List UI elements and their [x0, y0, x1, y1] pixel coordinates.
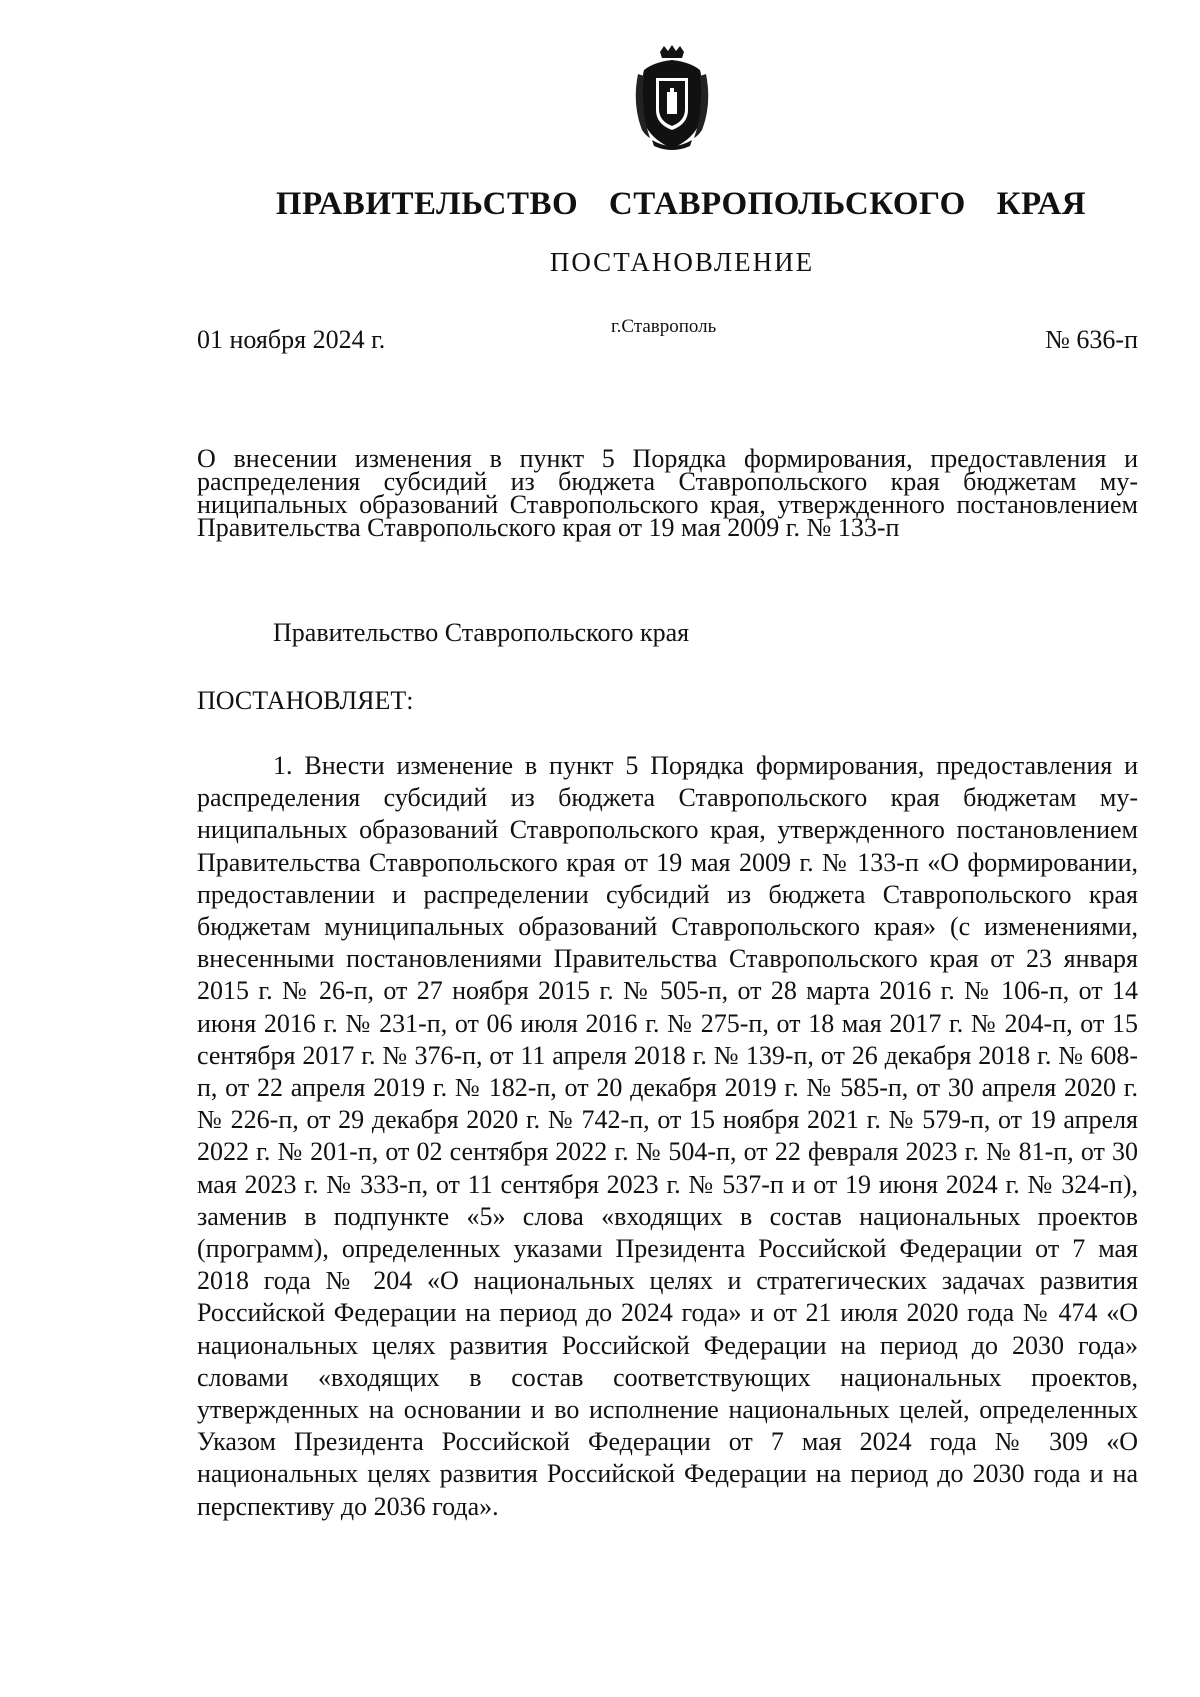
document-type: ПОСТАНОВЛЕНИЕ	[549, 247, 815, 277]
document-city: г.Ставрополь	[611, 316, 717, 337]
document-number: № 636-п	[1045, 325, 1138, 354]
preamble: Правительство Ставропольского края	[273, 618, 690, 647]
resolves-heading: ПОСТАНОВЛЯЕТ:	[197, 686, 414, 715]
coat-of-arms-icon	[632, 44, 712, 154]
organization-title: ПРАВИТЕЛЬСТВО СТАВРОПОЛЬСКОГО КРАЯ	[275, 186, 1087, 222]
document-subject: О внесении изменения в пункт 5 Порядка формирования, предоставления и распределения субсидий из бюджета Ставропольского края бюджетам муниципальных образований Ставропольского края, утвержденного постановлением Правительства Ставропольского края от 19 мая 2009 г. № 133-п	[197, 444, 1138, 542]
paragraph-1: 1. Внести изменение в пункт 5 Порядка формирования, предоставления и распределения субсидий из бюджета Ставропольского края бюджетам муниципальных образований Ставропольского края, утвержденного постановлением Правительства Ставропольского края от 19 мая 2009 г. № 133-п «О формировании, предоставлении и распределении субсидий из бюджета Ставропольского края бюджетам муниципальных образований Ставропольского края» (с изменениями, внесенными постановлениями Правительства Ставропольского края от 23 января 2015 г. № 26-п, от 27 ноября 2015 г. № 505-п, от 28 марта 2016 г. № 106-п, от 14 июня 2016 г. № 231-п, от 06 июля 2016 г. № 275-п, от 18 мая 2017 г. № 204-п, от 15 сентября 2017 г. № 376-п, от 11 апреля 2018 г. № 139-п, от 26 декабря 2018 г. № 608-п, от 22 апреля 2019 г. № 182-п, от 20 декабря 2019 г. № 585-п, от 30 апреля 2020 г. № 226-п, от 29 декабря 2020 г. № 742-п, от 15 ноября 2021 г. № 579-п, от 19 апреля 2022 г. № 201-п, от 02 сентября 2022 г. № 504-п, от 22 февраля 2023 г. № 81-п, от 30 мая 2023 г. № 333-п, от 11 сентября 2023 г. № 537-п и от 19 июня 2024 г. № 324-п), заменив в подпункте «5» слова «входящих в состав национальных проектов (программ), определенных указами Президента Российской Федерации от 7 мая 2018 года № 204 «О национальных целях и стратегических задачах развития Российской Федерации на период до 2024 года» и от 21 июля 2020 года № 474 «О национальных целях развития Российской Федерации на период до 2030 года» словами «входящих в состав соответствующих национальных проектов, утвержденных на основании и во исполнение национальных целей, определенных Указом Президента Российской Федерации от 7 мая 2024 года № 309 «О национальных целях развития Российской Федерации на период до 2030 года и на перспективу до 2036 года».	[197, 751, 1138, 1521]
document-date: 01 ноября 2024 г.	[197, 325, 386, 354]
